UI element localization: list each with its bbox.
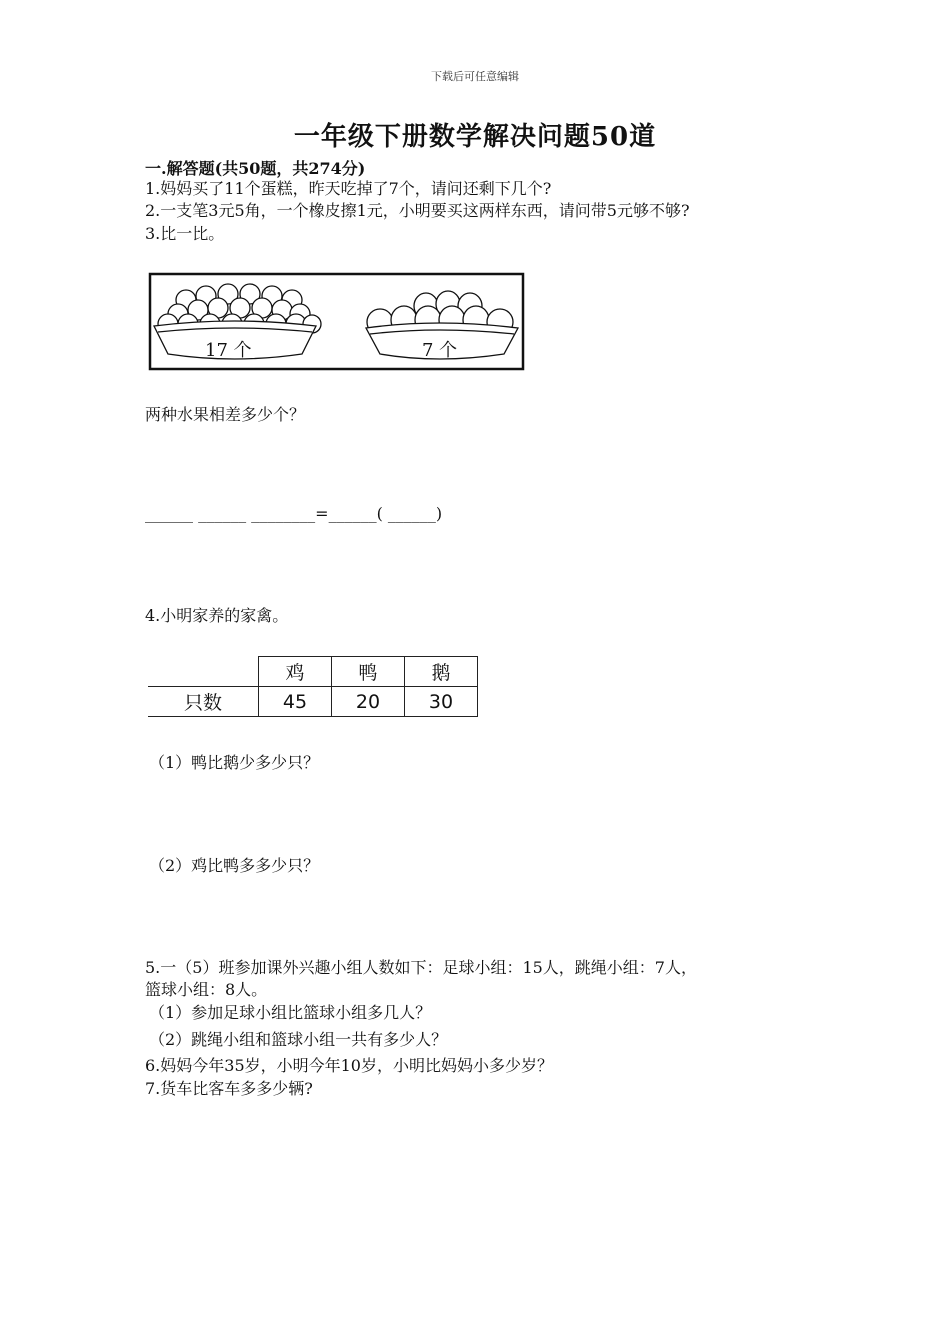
table-header-row bbox=[148, 657, 478, 687]
table-cell: 20 bbox=[332, 687, 405, 717]
table-cell: 45 bbox=[259, 687, 332, 717]
section-heading: 一.解答题(共50题，共274分) bbox=[145, 159, 366, 178]
apple-count-label: 17 个 bbox=[205, 340, 252, 361]
question-5-line-2: 篮球小组：8人。 bbox=[145, 980, 268, 999]
question-5-sub-1: （1）参加足球小组比篮球小组多几人？ bbox=[149, 1003, 432, 1022]
question-5-sub-2: （2）跳绳小组和篮球小组一共有多少人？ bbox=[149, 1030, 448, 1049]
question-3-prompt: 两种水果相差多少个？ bbox=[145, 405, 306, 424]
question-4-sub-2: （2）鸡比鸭多多少只？ bbox=[149, 856, 320, 875]
question-2: 2.一支笔3元5角，一个橡皮擦1元，小明要买这两样东西，请问带5元够不够? bbox=[145, 201, 690, 220]
document-title: 一年级下册数学解决问题50道 bbox=[293, 122, 657, 152]
fruit-bowls-figure bbox=[148, 272, 526, 372]
table-col-header: 鸭 bbox=[332, 657, 405, 687]
question-6: 6.妈妈今年35岁，小明今年10岁，小明比妈妈小多少岁？ bbox=[145, 1056, 553, 1075]
question-4-sub-1: （1）鸭比鹅少多少只？ bbox=[149, 753, 320, 772]
peach-count-label: 7 个 bbox=[422, 340, 458, 361]
table-row-header: 只数 bbox=[148, 687, 259, 717]
header-note: 下载后可任意编辑 bbox=[431, 70, 519, 83]
poultry-table bbox=[148, 656, 478, 717]
table-cell: 30 bbox=[405, 687, 478, 717]
table-col-header: 鸡 bbox=[259, 657, 332, 687]
question-1: 1.妈妈买了11个蛋糕，昨天吃掉了7个，请问还剩下几个? bbox=[145, 179, 552, 198]
table-corner-cell bbox=[148, 657, 259, 687]
question-4: 4.小明家养的家禽。 bbox=[145, 606, 289, 625]
answer-blanks: ______ ______ ________=______( ______) bbox=[145, 504, 443, 523]
question-7: 7.货车比客车多多少辆? bbox=[145, 1079, 313, 1098]
question-3: 3.比一比。 bbox=[145, 224, 225, 243]
question-5-line-1: 5.一（5）班参加课外兴趣小组人数如下：足球小组：15人，跳绳小组：7人， bbox=[145, 958, 697, 977]
table-row bbox=[148, 687, 478, 717]
table-col-header: 鹅 bbox=[405, 657, 478, 687]
